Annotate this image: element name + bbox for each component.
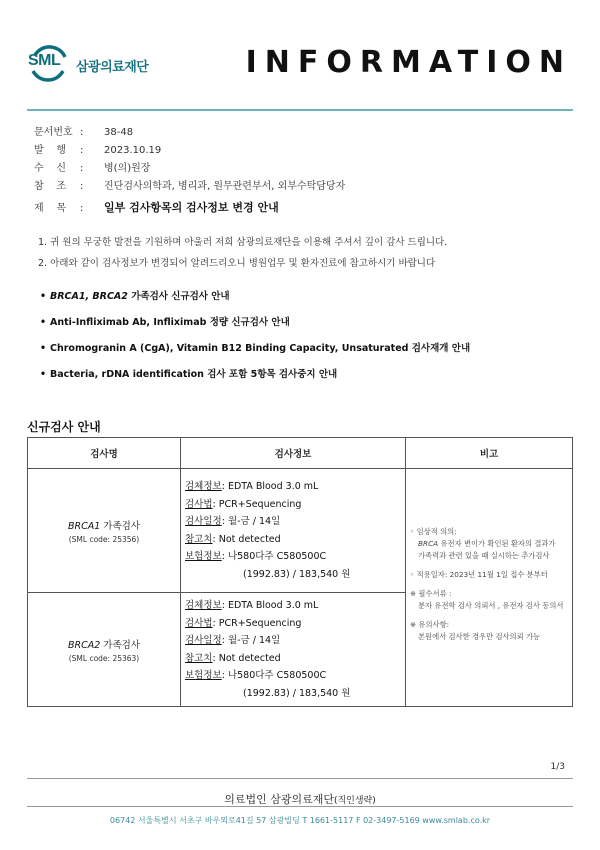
test-name-cell: BRCA2 가족검사 (SML code: 25363)	[28, 593, 181, 707]
bullet-item: • BRCA1, BRCA2 가족검사 신규검사 안내	[40, 291, 230, 302]
meta-subject: 제 목 : 일부 검사항목의 검사정보 변경 안내	[34, 201, 279, 214]
bullet-item: • Bacteria, rDNA identification 검사 포함 5항목 검사중지 안내	[40, 369, 338, 380]
test-info-cell: 검체정보: EDTA Blood 3.0 mL 검사법: PCR+Sequencing 검사일정: 월-금 / 14일 참고치: Not detected 보험정보: 나580다주 C580500C (1992.83) / 183,540 원	[181, 469, 406, 593]
notes-cell: ◦ 임상적 의의: BRCA 유전자 변이가 확인된 환자의 결과가 가족력과 관련 있을 때 실시하는 추가검사 ◦ 적용일자: 2023년 11월 1일 접수 분부터 ※ 필수서류 : 분자 유전학 검사 의뢰서 , 유전자 검사 동의서 ※ 유의사항: 본원에서 검사한 경우만 검사의뢰 가능	[406, 469, 573, 707]
new-tests-table	[27, 437, 573, 707]
col-header-info: 검사정보	[181, 438, 406, 469]
col-header-name: 검사명	[28, 438, 181, 469]
section-title: 신규검사 안내	[27, 420, 101, 434]
table-header-row	[28, 438, 573, 469]
footer-org: 의료법인 삼광의료재단(직인생략)	[224, 793, 376, 806]
page-title: INFORMATION	[245, 45, 572, 80]
bullet-item: • Chromogranin A (CgA), Vitamin B12 Binding Capacity, Unsaturated 검사재개 안내	[40, 343, 471, 354]
test-name-cell: BRCA1 가족검사 (SML code: 25356)	[28, 469, 181, 593]
meta-issue-date: 발 행 : 2023.10.19	[34, 145, 162, 156]
logo-abbr: SML	[28, 52, 61, 69]
footer-divider	[27, 806, 573, 807]
meta-reference: 참 조 : 진단검사의학과, 병리과, 원무관련부서, 외부수탁담당자	[34, 181, 346, 192]
header-divider	[27, 109, 573, 111]
footer-address: 06742 서울특별시 서초구 바우뫼로41길 57 삼광빌딩 T 1661-5117 F 02-3497-5169 www.smlab.co.kr	[109, 816, 491, 825]
table-row	[28, 469, 573, 593]
paragraph-1: 1. 귀 원의 무궁한 발전을 기원하며 아울러 저희 삼광의료재단을 이용해 주셔서 깊이 감사 드립니다.	[38, 237, 448, 248]
footer-divider	[27, 778, 573, 779]
sml-logo	[27, 41, 197, 85]
page-number: 1/3	[550, 762, 565, 772]
meta-recipient: 수 신 : 병(의)원장	[34, 163, 151, 174]
paragraph-2: 2. 아래와 같이 검사정보가 변경되어 알려드리오니 병원업무 및 환자진료에 참고하시기 바랍니다	[38, 258, 436, 269]
bullet-item: • Anti-Infliximab Ab, Infliximab 정량 신규검사 안내	[40, 317, 290, 328]
test-info-cell: 검체정보: EDTA Blood 3.0 mL 검사법: PCR+Sequencing 검사일정: 월-금 / 14일 참고치: Not detected 보험정보: 나580다주 C580500C (1992.83) / 183,540 원	[181, 593, 406, 707]
meta-doc-number: 문서번호 : 38-48	[34, 127, 134, 138]
logo-name: 삼광의료재단	[76, 60, 149, 75]
col-header-note: 비고	[406, 438, 573, 469]
